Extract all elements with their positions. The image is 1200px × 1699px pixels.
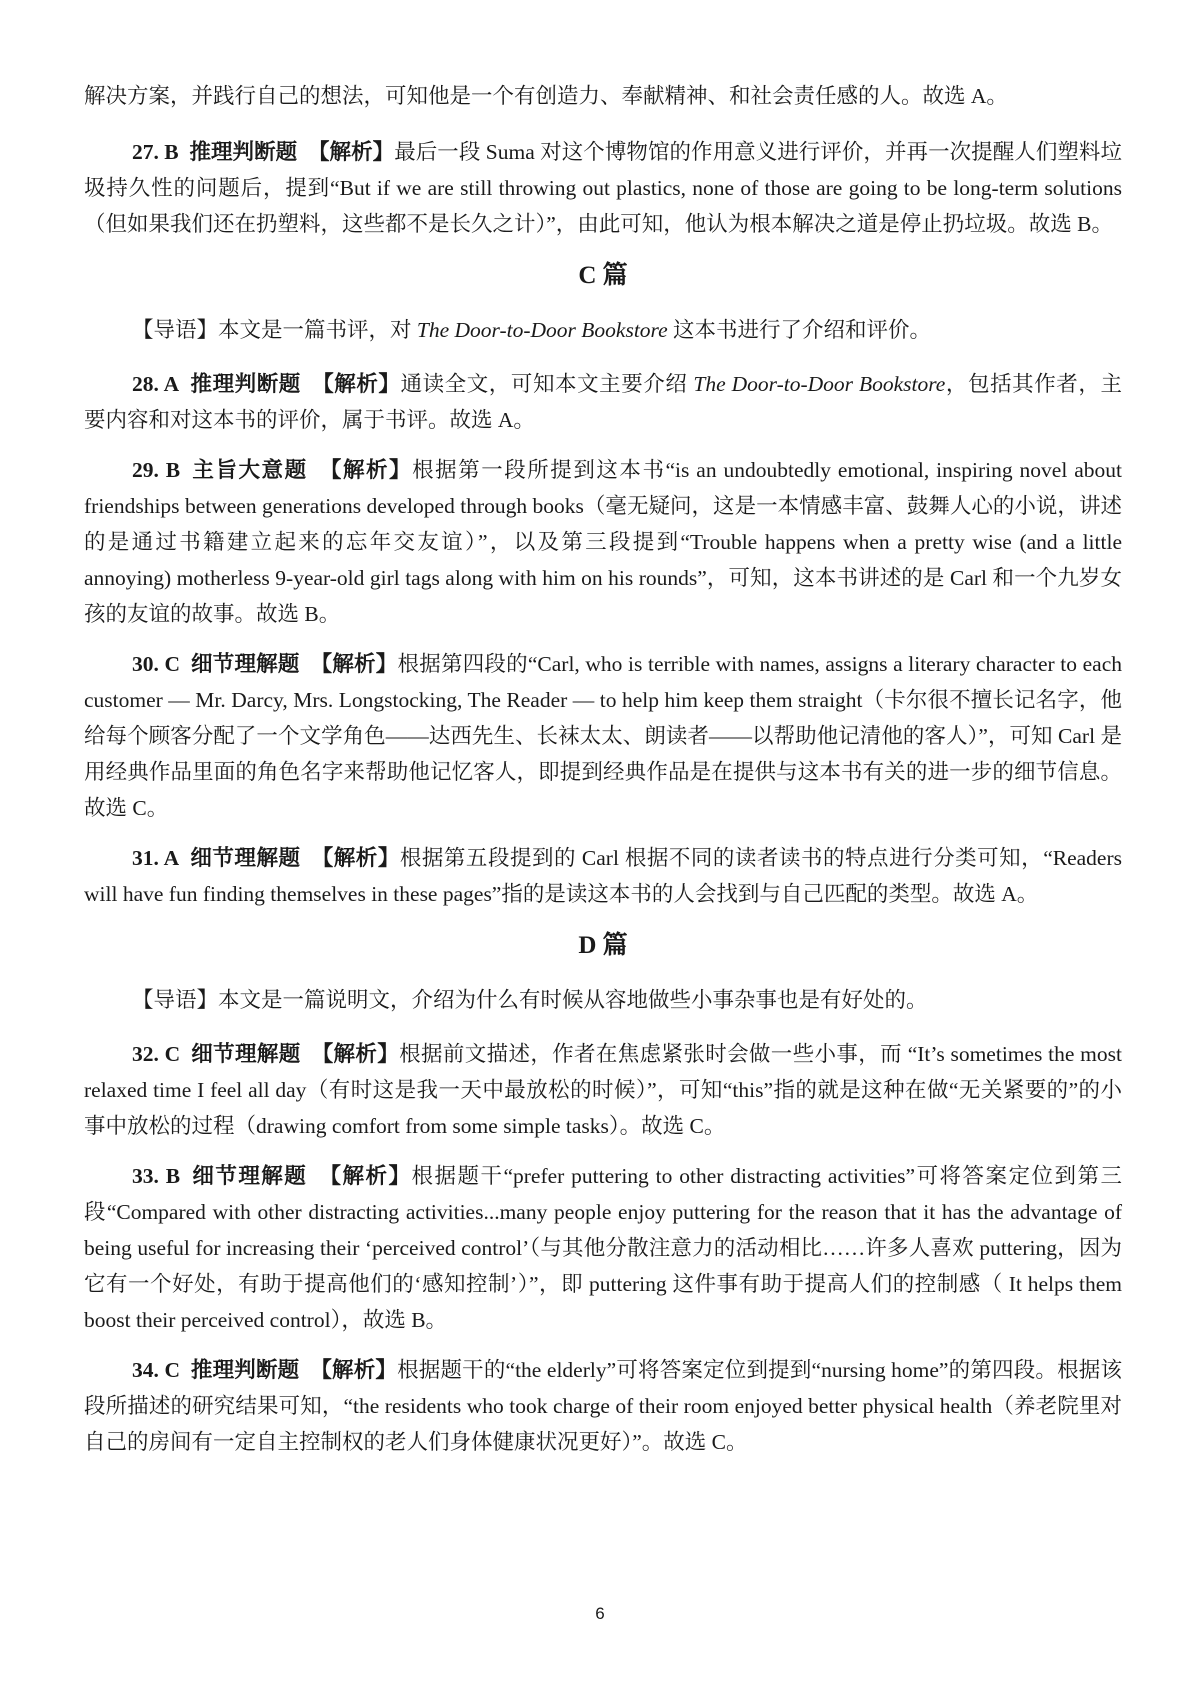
analysis-text-start: 通读全文，可知本文主要介绍	[400, 372, 694, 396]
intro-text: 【导语】本文是一篇说明文，介绍为什么有时候从容地做些小事杂事也是有好处的。	[132, 988, 928, 1012]
analysis-tag: 【解析】	[307, 140, 395, 164]
answer-number: 28. A	[132, 372, 180, 396]
answer-paragraph	[84, 1036, 1122, 1144]
intro-text: 【导语】本文是一篇书评，对	[132, 318, 417, 342]
analysis-tag: 【解析】	[318, 458, 413, 482]
analysis-tag: 【解析】	[318, 1164, 412, 1188]
question-type: 细节理解题	[189, 846, 301, 870]
answer-paragraph	[84, 366, 1122, 438]
answer-number: 30. C	[132, 652, 181, 676]
section-heading: C 篇	[578, 262, 628, 289]
analysis-tag: 【解析】	[311, 846, 400, 870]
answer-number: 33. B	[132, 1164, 181, 1188]
intro-paragraph	[84, 312, 1122, 348]
analysis-tag: 【解析】	[310, 1358, 398, 1382]
answer-paragraph	[84, 1352, 1122, 1460]
answer-paragraph	[84, 840, 1122, 912]
page-content	[84, 78, 1122, 1474]
question-type: 推理判断题	[190, 1358, 300, 1382]
analysis-text: 最后一段 Suma 对这个博物馆的作用意义进行评价，并再一次提醒人们塑料垃圾持久性的问题后，提到“But if we are still throwing out plastics, none of those are going to be long-term solutions （但如果我们还在扔塑料，这些都不是长久之计）”，由此可知，他认为根本解决之道是停止扔垃圾。故选 B。	[84, 140, 1122, 236]
analysis-text: 根据前文描述，作者在焦虑紧张时会做一些小事，而 “It’s sometimes the most relaxed time I feel all day（有时这是我一天中最放松的时候）”，可知“this”指的就是这种在做“无关紧要的”的小事中放松的过程（drawing comfort from some simple tasks）。故选 C。	[84, 1042, 1122, 1138]
question-type: 主旨大意题	[190, 458, 308, 482]
answer-number: 31. A	[132, 846, 180, 870]
analysis-text: 根据第一段所提到这本书“is an undoubtedly emotional, inspiring novel about friendships between generations developed through books（毫无疑问，这是一本情感丰富、鼓舞人心的小说，讲述的是通过书籍建立起来的忘年交友谊）”，以及第三段提到“Trouble happens when a pretty wise (and a little annoying) motherless 9-year-old girl tags along with him on his rounds”，可知，这本书讲述的是 Carl 和一个九岁女孩的友谊的故事。故选 B。	[84, 458, 1122, 626]
book-title: The Door-to-Door Bookstore	[693, 372, 946, 396]
question-type: 推理判断题	[189, 140, 298, 164]
answer-paragraph	[84, 452, 1122, 632]
answer-number: 29. B	[132, 458, 181, 482]
answer-number: 32. C	[132, 1042, 181, 1066]
page-number: 6	[595, 1604, 605, 1623]
answer-number: 34. C	[132, 1358, 180, 1382]
answer-number: 27. B	[132, 140, 179, 164]
section-heading: D 篇	[578, 932, 628, 959]
question-type: 细节理解题	[190, 1042, 301, 1066]
intro-text-end: 这本书进行了介绍和评价。	[667, 318, 932, 342]
question-type: 细节理解题	[190, 652, 300, 676]
analysis-text: 根据题干“prefer puttering to other distracting activities”可将答案定位到第三段“Compared with other distracting activities...many people enjoy puttering for the reason that it has the advantage of being useful for increasing their ‘perceived control’（与其他分散注意力的活动相比……许多人喜欢 puttering，因为它有一个好处，有助于提高他们的‘感知控制’）”，即 puttering 这件事有助于提高人们的控制感（ It helps them boost their perceived control），故选 B。	[84, 1164, 1122, 1332]
analysis-tag: 【解析】	[311, 1042, 400, 1066]
answer-paragraph	[84, 646, 1122, 826]
analysis-tag: 【解析】	[311, 372, 401, 396]
answer-paragraph	[84, 1158, 1122, 1338]
continued-paragraph: 解决方案，并践行自己的想法，可知他是一个有创造力、奉献精神、和社会责任感的人。故选 A。	[84, 84, 1008, 108]
question-type: 推理判断题	[189, 372, 301, 396]
analysis-text: 根据第五段提到的 Carl 根据不同的读者读书的特点进行分类可知，“Readers will have fun finding themselves in these pages”指的是读这本书的人会找到与自己匹配的类型。故选 A。	[84, 846, 1122, 906]
intro-paragraph	[84, 982, 1122, 1018]
question-type: 细节理解题	[190, 1164, 308, 1188]
book-title: The Door-to-Door Bookstore	[416, 318, 668, 342]
analysis-text: 根据第四段的“Carl, who is terrible with names, assigns a literary character to each customer — Mr. Darcy, Mrs. Longstocking, The Reader — to help him keep them straight（卡尔很不擅长记名字，他给每个顾客分配了一个文学角色——达西先生、长袜太太、朗读者——以帮助他记清他的客人）”，可知 Carl 是用经典作品里面的角色名字来帮助他记忆客人，即提到经典作品是在提供与这本书有关的进一步的细节信息。故选 C。	[84, 652, 1122, 820]
analysis-text: 根据题干的“the elderly”可将答案定位到提到“nursing home”的第四段。根据该段所描述的研究结果可知，“the residents who took charge of their room enjoyed better physical health（养老院里对自己的房间有一定自主控制权的老人们身体健康状况更好）”。故选 C。	[84, 1358, 1122, 1454]
analysis-tag: 【解析】	[310, 652, 398, 676]
answer-paragraph	[84, 134, 1122, 242]
analysis-text: ，包括其作者，主要内容和对这本书的评价，属于书评。故选 A。	[84, 372, 1122, 432]
